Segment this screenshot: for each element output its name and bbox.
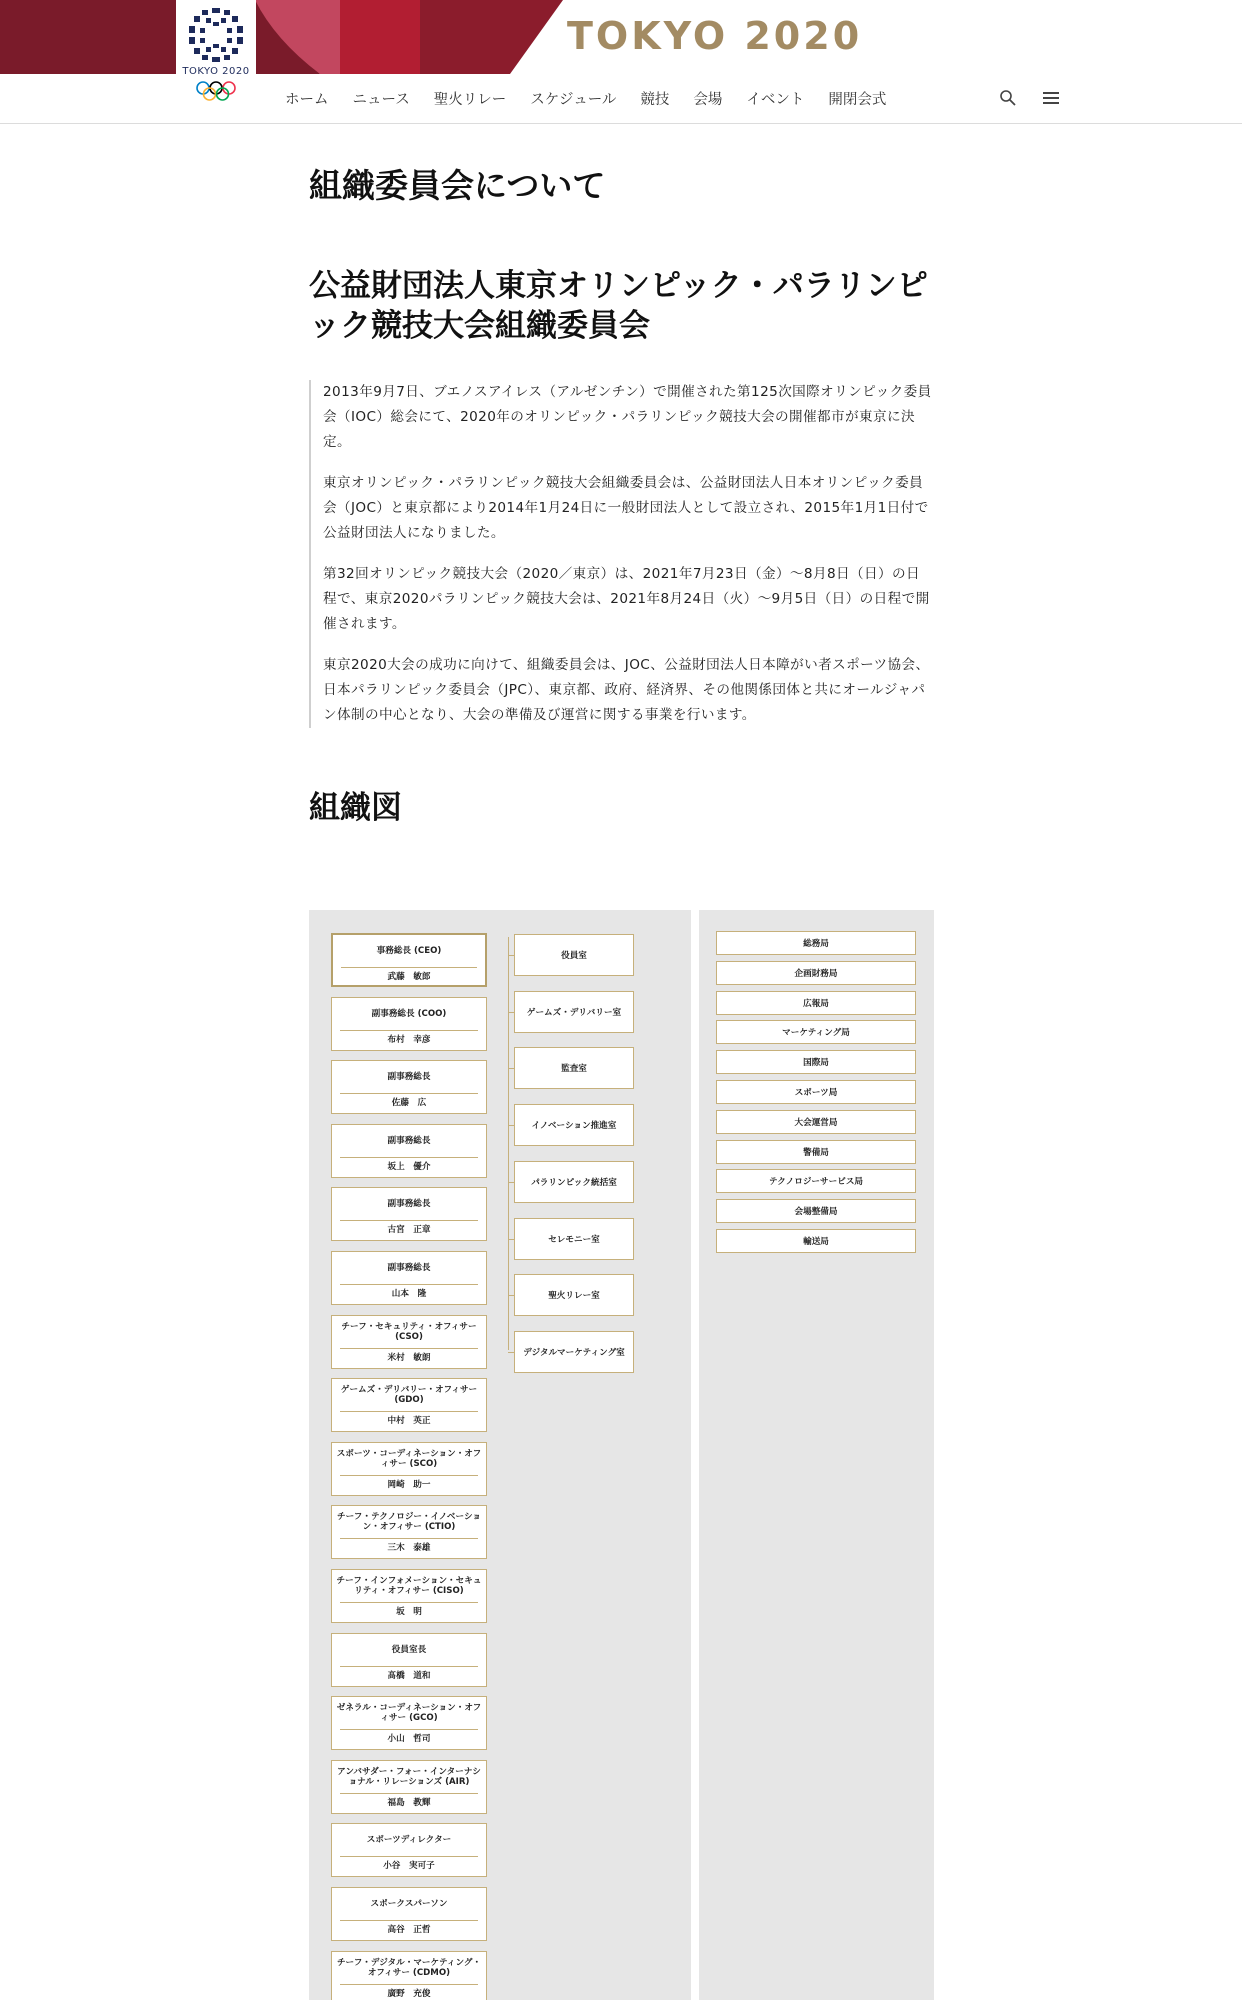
bureau-box: スポーツ局 xyxy=(716,1080,916,1104)
executive-box xyxy=(331,1378,487,1432)
nav-item-news[interactable]: ニュース xyxy=(352,92,410,108)
executive-name: 武藤 敏郎 xyxy=(387,972,431,982)
executive-title: 役員室長 xyxy=(391,1644,427,1655)
bureau-box: 輸送局 xyxy=(716,1229,916,1253)
executive-box xyxy=(331,1187,487,1241)
bureau-box: マーケティング局 xyxy=(716,1020,916,1044)
about-paragraph: 東京2020大会の成功に向けて、組織委員会は、JOC、公益財団法人日本障がい者スポーツ協会、日本パラリンピック委員会（JPC）、東京都、政府、経済界、その他関係団体と共にオールジャパン体制の中心となり、大会の準備及び運営に関する事業を行います。 xyxy=(323,656,930,723)
bureau-box: テクノロジーサービス局 xyxy=(716,1169,916,1193)
organization-name: 公益財団法人東京オリンピック・パラリンピック競技大会組織委員会 xyxy=(309,267,928,344)
executive-box xyxy=(331,1951,487,2000)
executive-title: スポーツディレクター xyxy=(366,1835,452,1846)
nav-item-ceremonies[interactable]: 開閉会式 xyxy=(828,92,887,108)
office-box: セレモニー室 xyxy=(514,1218,634,1260)
executive-name: 岡崎 助一 xyxy=(387,1479,431,1490)
executive-title: 副事務総長 (COO) xyxy=(371,1008,447,1019)
executive-box xyxy=(331,1505,487,1559)
executive-name: 髙橋 道和 xyxy=(387,1670,431,1681)
executive-box xyxy=(331,1251,487,1305)
executive-title: チーフ・テクノロジー・イノベーション・オフィサー (CTIO) xyxy=(337,1512,481,1533)
executive-divider xyxy=(340,1348,478,1349)
executive-divider xyxy=(340,1984,478,1985)
executive-name: 小谷 実可子 xyxy=(383,1861,435,1872)
executive-box xyxy=(331,1442,487,1496)
executive-title: 事務総長 (CEO) xyxy=(376,946,442,956)
executive-box xyxy=(331,1124,487,1178)
about-paragraph: 2013年9月7日、ブエノスアイレス（アルゼンチン）で開催された第125次国際オリンピック委員会（IOC）総会にて、2020年のオリンピック・パラリンピック競技大会の開催都市が東京に決定。 xyxy=(323,383,932,450)
executive-box xyxy=(331,1760,487,1814)
executive-name: 布村 幸彦 xyxy=(387,1034,431,1045)
bureau-box: 警備局 xyxy=(716,1140,916,1164)
office-box: ゲームズ・デリバリー室 xyxy=(514,991,634,1033)
executive-divider xyxy=(340,1284,478,1285)
brand-wordmark[interactable]: TOKYO 2020 xyxy=(567,14,863,58)
executive-box xyxy=(331,1315,487,1369)
executive-box xyxy=(331,1633,487,1687)
executive-name: 小山 哲司 xyxy=(387,1734,431,1745)
executive-box xyxy=(331,1887,487,1941)
nav-item-events[interactable]: イベント xyxy=(746,92,805,108)
nav-item-venues[interactable]: 会場 xyxy=(693,92,723,108)
office-box: 役員室 xyxy=(514,934,634,976)
bureau-box: 会場整備局 xyxy=(716,1199,916,1223)
executive-divider xyxy=(340,1793,478,1794)
office-box: 聖火リレー室 xyxy=(514,1274,634,1316)
bureau-box: 大会運営局 xyxy=(716,1110,916,1134)
nav-item-home[interactable]: ホーム xyxy=(285,92,329,108)
executive-box xyxy=(331,1060,487,1114)
nav-item-schedule[interactable]: スケジュール xyxy=(530,92,617,108)
office-box: イノベーション推進室 xyxy=(514,1104,634,1146)
executive-box xyxy=(331,997,487,1051)
bureau-box: 広報局 xyxy=(716,991,916,1015)
executive-name: 三木 泰雄 xyxy=(387,1543,431,1554)
bureau-box: 企画財務局 xyxy=(716,961,916,985)
executive-divider xyxy=(340,1602,478,1603)
about-paragraph: 第32回オリンピック競技大会（2020／東京）は、2021年7月23日（金）〜8月8日（日）の日程で、東京2020パラリンピック競技大会は、2021年8月24日（火）〜9月5日（日）の日程で開催されます。 xyxy=(323,565,930,632)
olympic-rings-icon xyxy=(176,80,256,104)
executive-box xyxy=(331,1569,487,1623)
executive-name: 山本 隆 xyxy=(391,1289,427,1299)
executive-box xyxy=(331,933,487,987)
executive-box xyxy=(331,1696,487,1750)
tokyo2020-emblem[interactable] xyxy=(176,0,256,108)
executive-divider xyxy=(341,967,477,968)
executive-name: 坂上 優介 xyxy=(387,1161,431,1172)
bureau-box: 国際局 xyxy=(716,1050,916,1074)
org-chart xyxy=(309,910,934,2000)
executive-divider xyxy=(340,1729,478,1730)
executive-divider xyxy=(340,1030,478,1031)
executive-name: 高谷 正哲 xyxy=(387,1925,431,1935)
nav-item-sports[interactable]: 競技 xyxy=(640,92,670,108)
executive-divider xyxy=(340,1856,478,1857)
emblem-checker-icon xyxy=(176,0,256,66)
executive-title: 副事務総長 xyxy=(387,1199,431,1210)
executive-name: 米村 敏朗 xyxy=(387,1352,431,1363)
executive-name: 福島 教輝 xyxy=(387,1797,431,1808)
executive-divider xyxy=(340,1411,478,1412)
executive-name: 古宮 正章 xyxy=(387,1225,431,1236)
executive-title: 副事務総長 xyxy=(387,1263,431,1273)
executive-title: チーフ・デジタル・マーケティング・オフィサー (CDMO) xyxy=(336,1957,482,1978)
executive-title: 副事務総長 xyxy=(387,1135,431,1146)
office-connector-line xyxy=(508,937,509,1350)
executive-divider xyxy=(340,1157,478,1158)
office-box: デジタルマーケティング室 xyxy=(514,1331,634,1373)
brand-color-band xyxy=(0,0,563,74)
org-chart-heading: 組織図 xyxy=(309,789,402,826)
executive-title: ゲームズ・デリバリー・オフィサー (GDO) xyxy=(340,1385,478,1406)
executive-name: 廣野 充俊 xyxy=(387,1988,431,1999)
executive-name: 坂 明 xyxy=(396,1607,422,1617)
executive-title: スポーツ・コーディネーション・オフィサー (SCO) xyxy=(336,1448,482,1469)
executive-title: スポークスパーソン xyxy=(370,1899,448,1909)
office-box: パラリンピック統括室 xyxy=(514,1161,634,1203)
nav-item-torch-relay[interactable]: 聖火リレー xyxy=(433,92,507,108)
executive-title: 副事務総長 xyxy=(387,1072,431,1083)
nav-items xyxy=(285,88,910,109)
about-text-block xyxy=(309,380,933,728)
executive-divider xyxy=(340,1538,478,1539)
executive-box xyxy=(331,1823,487,1877)
executive-divider xyxy=(340,1920,478,1921)
executive-divider xyxy=(340,1475,478,1476)
executive-title: チーフ・セキュリティ・オフィサー (CSO) xyxy=(341,1321,477,1342)
search-icon[interactable] xyxy=(998,88,1018,112)
bureau-box: 総務局 xyxy=(716,931,916,955)
executive-title: アンバサダー・フォー・インターナショナル・リレーションズ (AIR) xyxy=(337,1766,481,1787)
executive-divider xyxy=(340,1666,478,1667)
executive-name: 中村 英正 xyxy=(387,1416,431,1427)
executive-divider xyxy=(340,1220,478,1221)
executive-title: ゼネラル・コーディネーション・オフィサー (GCO) xyxy=(336,1703,482,1724)
executive-name: 佐藤 広 xyxy=(391,1098,427,1109)
hamburger-menu-icon[interactable] xyxy=(1041,88,1061,112)
executive-title: チーフ・インフォメーション・セキュリティ・オフィサー (CISO) xyxy=(336,1576,482,1596)
emblem-label: TOKYO 2020 xyxy=(182,66,250,77)
executive-divider xyxy=(340,1093,478,1094)
main-content xyxy=(309,124,933,827)
about-paragraph: 東京オリンピック・パラリンピック競技大会組織委員会は、公益財団法人日本オリンピック委員会（JOC）と東京都により2014年1月24日に一般財団法人として設立され、2015年1月1日付で公益財団法人になりました。 xyxy=(323,474,929,541)
office-box: 監査室 xyxy=(514,1047,634,1089)
page-title: 組織委員会について xyxy=(309,166,606,205)
